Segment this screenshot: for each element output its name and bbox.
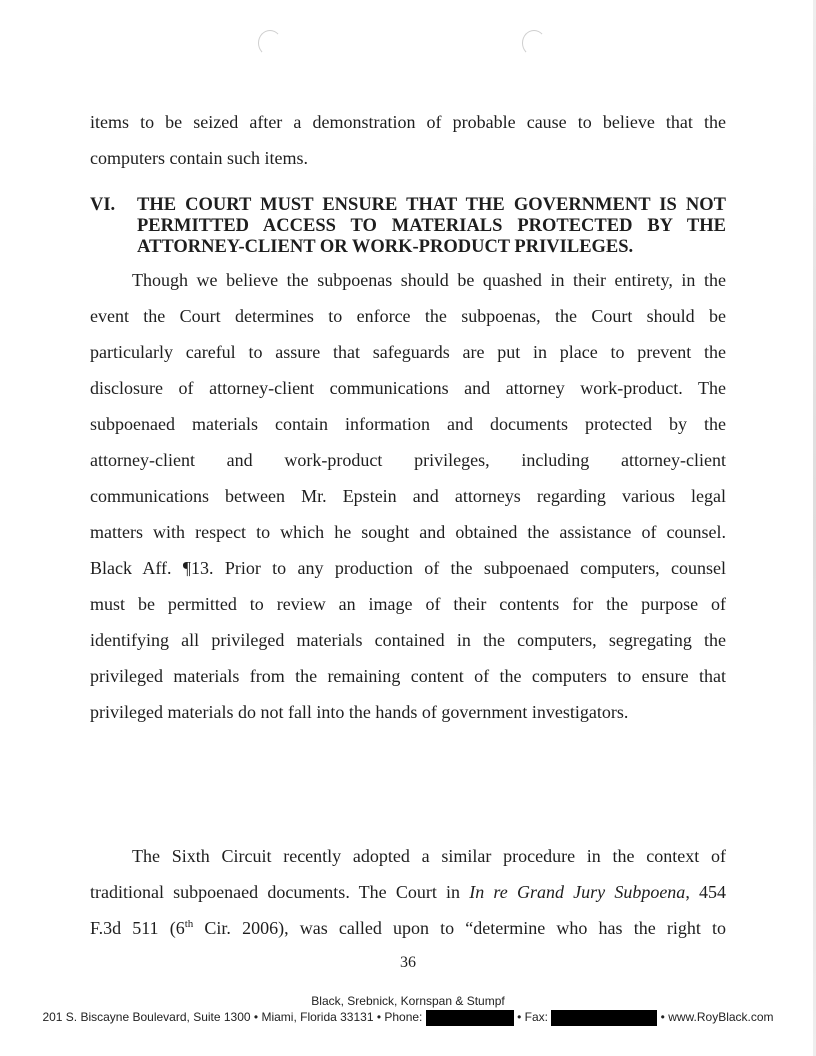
- heading-line: ATTORNEY-CLIENT OR WORK-PRODUCT PRIVILEGES.: [137, 237, 634, 257]
- paragraph-sixth-circuit: [90, 838, 726, 946]
- text-line: [90, 910, 726, 946]
- binder-hole-mark-left: [258, 30, 282, 56]
- text-line: Though we believe the subpoenas should be quashed in their entirety, in the: [132, 270, 726, 290]
- text-span: F.3d 511 (6: [90, 918, 185, 938]
- paragraph-continued: [90, 104, 726, 176]
- text-line: matters with respect to which he sought and obtained the assistance of counsel.: [90, 522, 726, 542]
- footer-website: • www.RoyBlack.com: [660, 1010, 774, 1025]
- text-line: particularly careful to assure that safeguards are put in place to prevent the: [90, 342, 726, 362]
- text-line: privileged materials do not fall into the hands of government investigators.: [90, 702, 629, 722]
- paragraph-privilege: [90, 262, 726, 730]
- section-number: VI.: [90, 195, 116, 215]
- text-line: attorney-client and work-product privileges, including attorney-client: [90, 450, 726, 470]
- footer-contact: [0, 1010, 816, 1026]
- text-line: disclosure of attorney-client communications and attorney work-product. The: [90, 378, 726, 398]
- text-line: items to be seized after a demonstration of probable cause to believe that the: [90, 112, 726, 132]
- text-line: computers contain such items.: [90, 148, 308, 168]
- footer-address: 201 S. Biscayne Boulevard, Suite 1300 • Miami, Florida 33131 • Phone:: [42, 1010, 423, 1025]
- page-number: 36: [400, 954, 416, 971]
- text-line: communications between Mr. Epstein and attorneys regarding various legal: [90, 486, 726, 506]
- text-span: , 454: [685, 882, 727, 902]
- text-line: subpoenaed materials contain information and documents protected by the: [90, 414, 726, 434]
- footer-fax-label: • Fax:: [517, 1010, 548, 1025]
- superscript: th: [184, 918, 194, 930]
- redaction-bar-fax: [551, 1010, 657, 1026]
- footer-firm-name: Black, Srebnick, Kornspan & Stumpf: [311, 994, 505, 1008]
- text-line: Black Aff. ¶13. Prior to any production of the subpoenaed computers, counsel: [90, 558, 726, 578]
- redaction-bar-phone: [426, 1010, 514, 1026]
- text-span: traditional subpoenaed documents. The Court in: [90, 882, 470, 902]
- heading-line: PERMITTED ACCESS TO MATERIALS PROTECTED BY THE: [137, 216, 726, 236]
- case-citation: In re Grand Jury Subpoena: [469, 882, 686, 902]
- text-line: identifying all privileged materials contained in the computers, segregating the: [90, 630, 726, 650]
- text-line: event the Court determines to enforce the subpoenas, the Court should be: [90, 306, 726, 326]
- text-line: [90, 874, 726, 910]
- text-line: privileged materials from the remaining content of the computers to ensure that: [90, 666, 726, 686]
- text-line: must be permitted to review an image of their contents for the purpose of: [90, 594, 726, 614]
- text-span: Cir. 2006), was called upon to “determine who has the right to: [193, 918, 726, 938]
- heading-line: THE COURT MUST ENSURE THAT THE GOVERNMENT IS NOT: [137, 195, 726, 215]
- binder-hole-mark-right: [522, 30, 546, 56]
- text-line: The Sixth Circuit recently adopted a similar procedure in the context of: [132, 846, 726, 866]
